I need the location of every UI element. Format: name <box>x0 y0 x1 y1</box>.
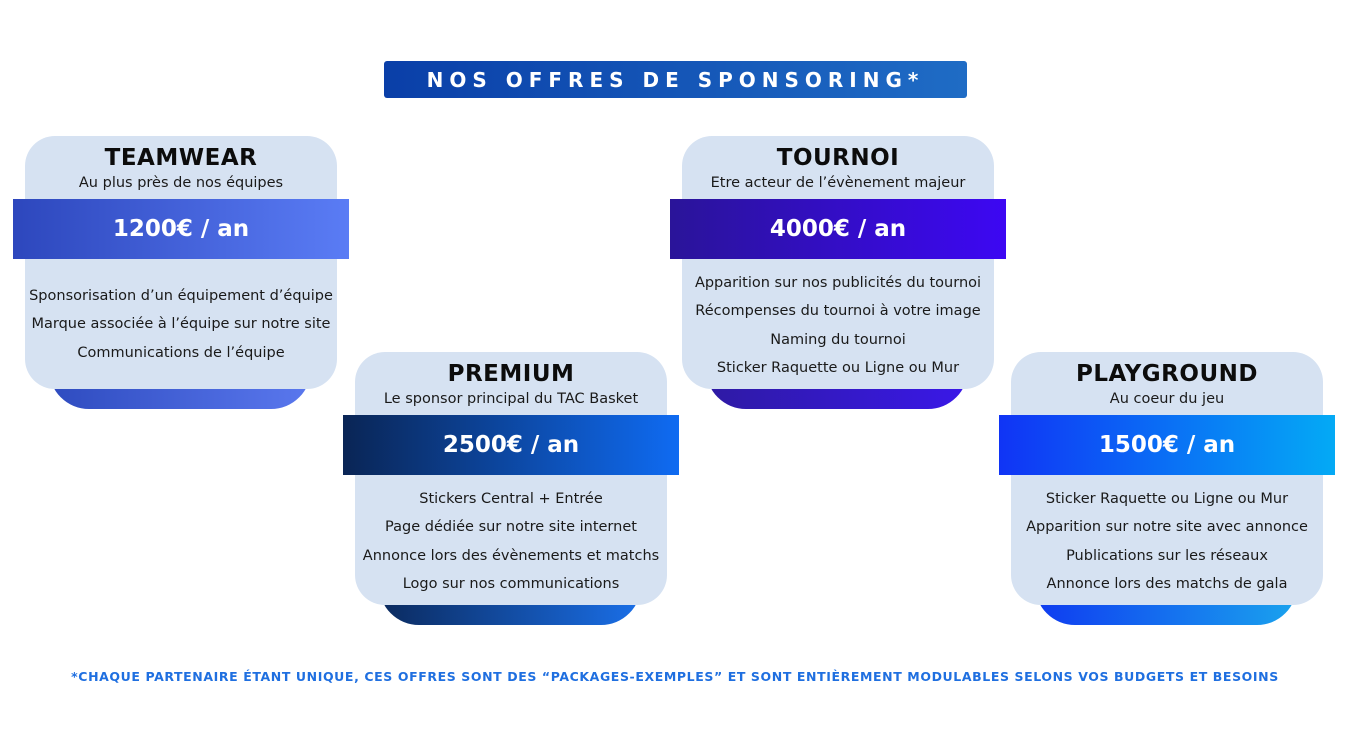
offer-subtitle: Au coeur du jeu <box>1109 391 1225 407</box>
offer-title: TEAMWEAR <box>104 145 258 171</box>
offer-feature: Annonce lors des évènements et matchs <box>362 547 660 564</box>
offer-price: 2500€ / an <box>442 432 580 458</box>
offer-feature: Publications sur les réseaux <box>1066 547 1268 564</box>
offer-card-teamwear <box>13 136 349 411</box>
offer-features-list <box>682 269 994 382</box>
offer-features-list <box>1011 485 1323 598</box>
offer-feature: Logo sur nos communications <box>402 575 620 592</box>
offer-feature: Sticker Raquette ou Ligne ou Mur <box>1045 491 1289 507</box>
offer-price: 1500€ / an <box>1098 432 1236 458</box>
offer-subtitle: Au plus près de nos équipes <box>78 175 284 191</box>
offer-card-premium <box>343 352 679 627</box>
offer-title: TOURNOI <box>776 145 900 171</box>
offer-feature: Sticker Raquette ou Ligne ou Mur <box>716 359 960 376</box>
offer-features-list <box>355 485 667 598</box>
offer-price-band <box>13 199 349 259</box>
page-title-banner: NOS OFFRES DE SPONSORING* <box>384 61 967 98</box>
offer-price-band <box>670 199 1006 259</box>
offer-feature: Apparition sur notre site avec annonce <box>1026 519 1308 536</box>
offer-subtitle: Etre acteur de l’évènement majeur <box>710 175 966 191</box>
offer-title: PLAYGROUND <box>1076 361 1258 387</box>
offer-price-band <box>999 415 1335 475</box>
offer-feature: Stickers Central + Entrée <box>419 491 603 507</box>
offer-feature: Communications de l’équipe <box>77 344 285 361</box>
offer-price: 4000€ / an <box>769 216 907 242</box>
offer-card-tournoi <box>670 136 1006 411</box>
offer-feature: Marque associée à l’équipe sur notre site <box>31 316 331 333</box>
offer-card-playground <box>999 352 1335 627</box>
offer-feature: Page dédiée sur notre site internet <box>385 519 637 536</box>
offer-price: 1200€ / an <box>112 216 250 242</box>
offer-subtitle: Le sponsor principal du TAC Basket <box>383 391 639 407</box>
offer-feature: Annonce lors des matchs de gala <box>1046 575 1288 592</box>
offer-feature: Naming du tournoi <box>770 331 906 348</box>
offer-feature: Apparition sur nos publicités du tournoi <box>694 275 982 291</box>
offer-feature: Sponsorisation d’un équipement d’équipe <box>29 288 333 304</box>
offer-feature: Récompenses du tournoi à votre image <box>695 303 981 320</box>
offer-title: PREMIUM <box>447 361 575 387</box>
footnote: *CHAQUE PARTENAIRE ÉTANT UNIQUE, CES OFFRES SONT DES “PACKAGES-EXEMPLES” ET SONT ENTIÈREMENT MODULABLES SELONS VOS BUDGETS ET BESOINS <box>71 669 1279 684</box>
offer-features-list <box>25 282 337 367</box>
offer-price-band <box>343 415 679 475</box>
